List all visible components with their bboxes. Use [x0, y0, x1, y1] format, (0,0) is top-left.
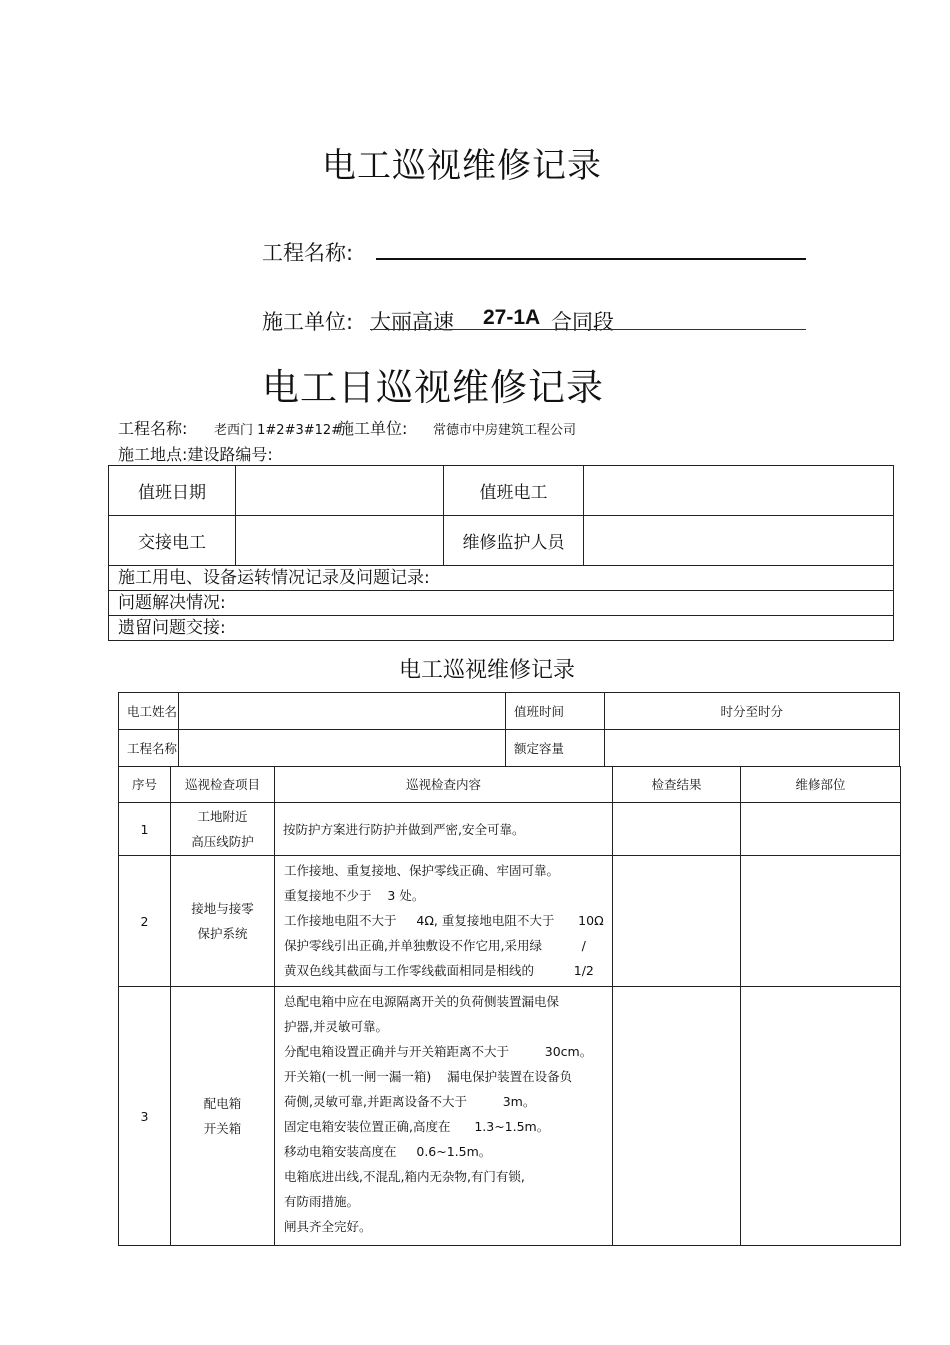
daily-unit-value: 常德市中房建筑工程公司: [433, 423, 577, 438]
row-no: 1: [119, 803, 171, 856]
cover-project-name-label: 工程名称:: [262, 241, 354, 265]
content-line: 总配电箱中应在电源隔离开关的负荷侧装置漏电保: [284, 994, 560, 1009]
repair-field[interactable]: [741, 987, 901, 1246]
duty-date-label: 值班日期: [109, 466, 236, 516]
remaining-row[interactable]: [109, 616, 894, 641]
project-name-field[interactable]: [178, 730, 506, 767]
cover-unit-underline: [370, 329, 806, 330]
content-line: 按防护方案进行防护并做到严密,安全可靠。: [283, 821, 525, 837]
result-field[interactable]: [613, 856, 741, 987]
supervisor-field[interactable]: [584, 516, 894, 566]
record-row[interactable]: [109, 566, 894, 591]
header-repair: 维修部位: [741, 767, 901, 803]
row-content: [275, 856, 613, 987]
row-no: 3: [119, 987, 171, 1246]
daily-title: 电工日巡视维修记录: [262, 366, 604, 409]
table-row: [119, 856, 901, 987]
item-line: 高压线防护: [191, 834, 254, 849]
content-line: 有防雨措施。: [284, 1194, 360, 1209]
repair-field[interactable]: [741, 856, 901, 987]
content-line: 黄双色线其截面与工作零线截面相同是相线的 1/2: [284, 963, 594, 978]
resolution-label: 问题解决情况:: [118, 593, 226, 613]
daily-project-name-value: 老西门 1#2#3#12#: [214, 423, 343, 438]
content-line: 电箱底进出线,不混乱,箱内无杂物,有门有锁,: [284, 1169, 525, 1184]
result-field[interactable]: [613, 803, 741, 856]
content-line: 重复接地不少于 3 处。: [284, 888, 425, 903]
capacity-label: 额定容量: [506, 730, 604, 767]
content-line: 荷侧,灵敏可靠,并距离设备不大于 3m。: [284, 1094, 536, 1109]
supervisor-label: 维修监护人员: [444, 516, 584, 566]
duty-electrician-label: 值班电工: [444, 466, 584, 516]
duty-time-label: 值班时间: [506, 693, 604, 730]
inspection-title: 电工巡视维修记录: [399, 658, 576, 683]
cover-project-name-field[interactable]: [376, 258, 806, 260]
handover-electrician-label: 交接电工: [109, 516, 236, 566]
daily-site-label: 施工地点:建设路编号:: [118, 445, 273, 464]
content-line: 闸具齐全完好。: [284, 1219, 372, 1234]
row-no: 2: [119, 856, 171, 987]
row-content: [275, 803, 613, 856]
item-line: 配电箱: [203, 1096, 242, 1111]
inspection-table: [118, 692, 900, 767]
content-line: 护器,并灵敏可靠。: [284, 1019, 388, 1034]
content-line: 分配电箱设置正确并与开关箱距离不大于 30cm。: [284, 1044, 593, 1059]
header-row: [119, 767, 901, 803]
resolution-row[interactable]: [109, 591, 894, 616]
table-row: [119, 987, 901, 1246]
daily-project-name-label: 工程名称:: [118, 419, 188, 438]
cover-unit-label: 施工单位:: [262, 310, 354, 334]
capacity-field[interactable]: [604, 730, 899, 767]
table-row: [119, 803, 901, 856]
content-line: 保护零线引出正确,并单独敷设不作它用,采用绿 /: [284, 938, 586, 953]
daily-record-table: [108, 465, 894, 641]
daily-unit-label: 施工单位:: [338, 419, 408, 438]
row-item: [171, 987, 275, 1246]
inspection-items-table: [118, 766, 901, 1246]
content-line: 开关箱(一机一闸一漏一箱) 漏电保护装置在设备负: [284, 1069, 573, 1084]
record-label: 施工用电、设备运转情况记录及问题记录:: [118, 568, 430, 588]
row-item: [171, 803, 275, 856]
item-line: 保护系统: [197, 926, 248, 941]
repair-field[interactable]: [741, 803, 901, 856]
electrician-name-field[interactable]: [178, 693, 506, 730]
header-content: 巡视检查内容: [275, 767, 613, 803]
duty-electrician-field[interactable]: [584, 466, 894, 516]
row-item: [171, 856, 275, 987]
cover-title: 电工巡视维修记录: [322, 146, 602, 186]
remaining-label: 遗留问题交接:: [118, 618, 226, 638]
item-line: 开关箱: [203, 1121, 242, 1136]
header-item: 巡视检查项目: [171, 767, 275, 803]
header-result: 检查结果: [613, 767, 741, 803]
content-line: 固定电箱安装位置正确,高度在 1.3~1.5m。: [284, 1119, 550, 1134]
electrician-name-label: 电工姓名: [119, 693, 179, 730]
cover-unit-value-c: 合同段: [551, 310, 614, 334]
cover-unit-value-b: 27-1A: [483, 306, 541, 329]
duty-date-field[interactable]: [236, 466, 444, 516]
item-line: 工地附近: [197, 809, 248, 824]
handover-electrician-field[interactable]: [236, 516, 444, 566]
result-field[interactable]: [613, 987, 741, 1246]
content-line: 工作接地、重复接地、保护零线正确、牢固可靠。: [284, 863, 560, 878]
project-name-label: 工程名称: [119, 730, 179, 767]
content-line: 移动电箱安装高度在 0.6~1.5m。: [284, 1144, 492, 1159]
item-line: 接地与接零: [191, 901, 254, 916]
header-no: 序号: [119, 767, 171, 803]
cover-unit-value-a: 大丽高速: [370, 310, 454, 334]
duty-time-field[interactable]: 时分至时分: [604, 693, 899, 730]
content-line: 工作接地电阻不大于 4Ω, 重复接地电阻不大于 10Ω: [284, 913, 604, 928]
row-content: [275, 987, 613, 1246]
